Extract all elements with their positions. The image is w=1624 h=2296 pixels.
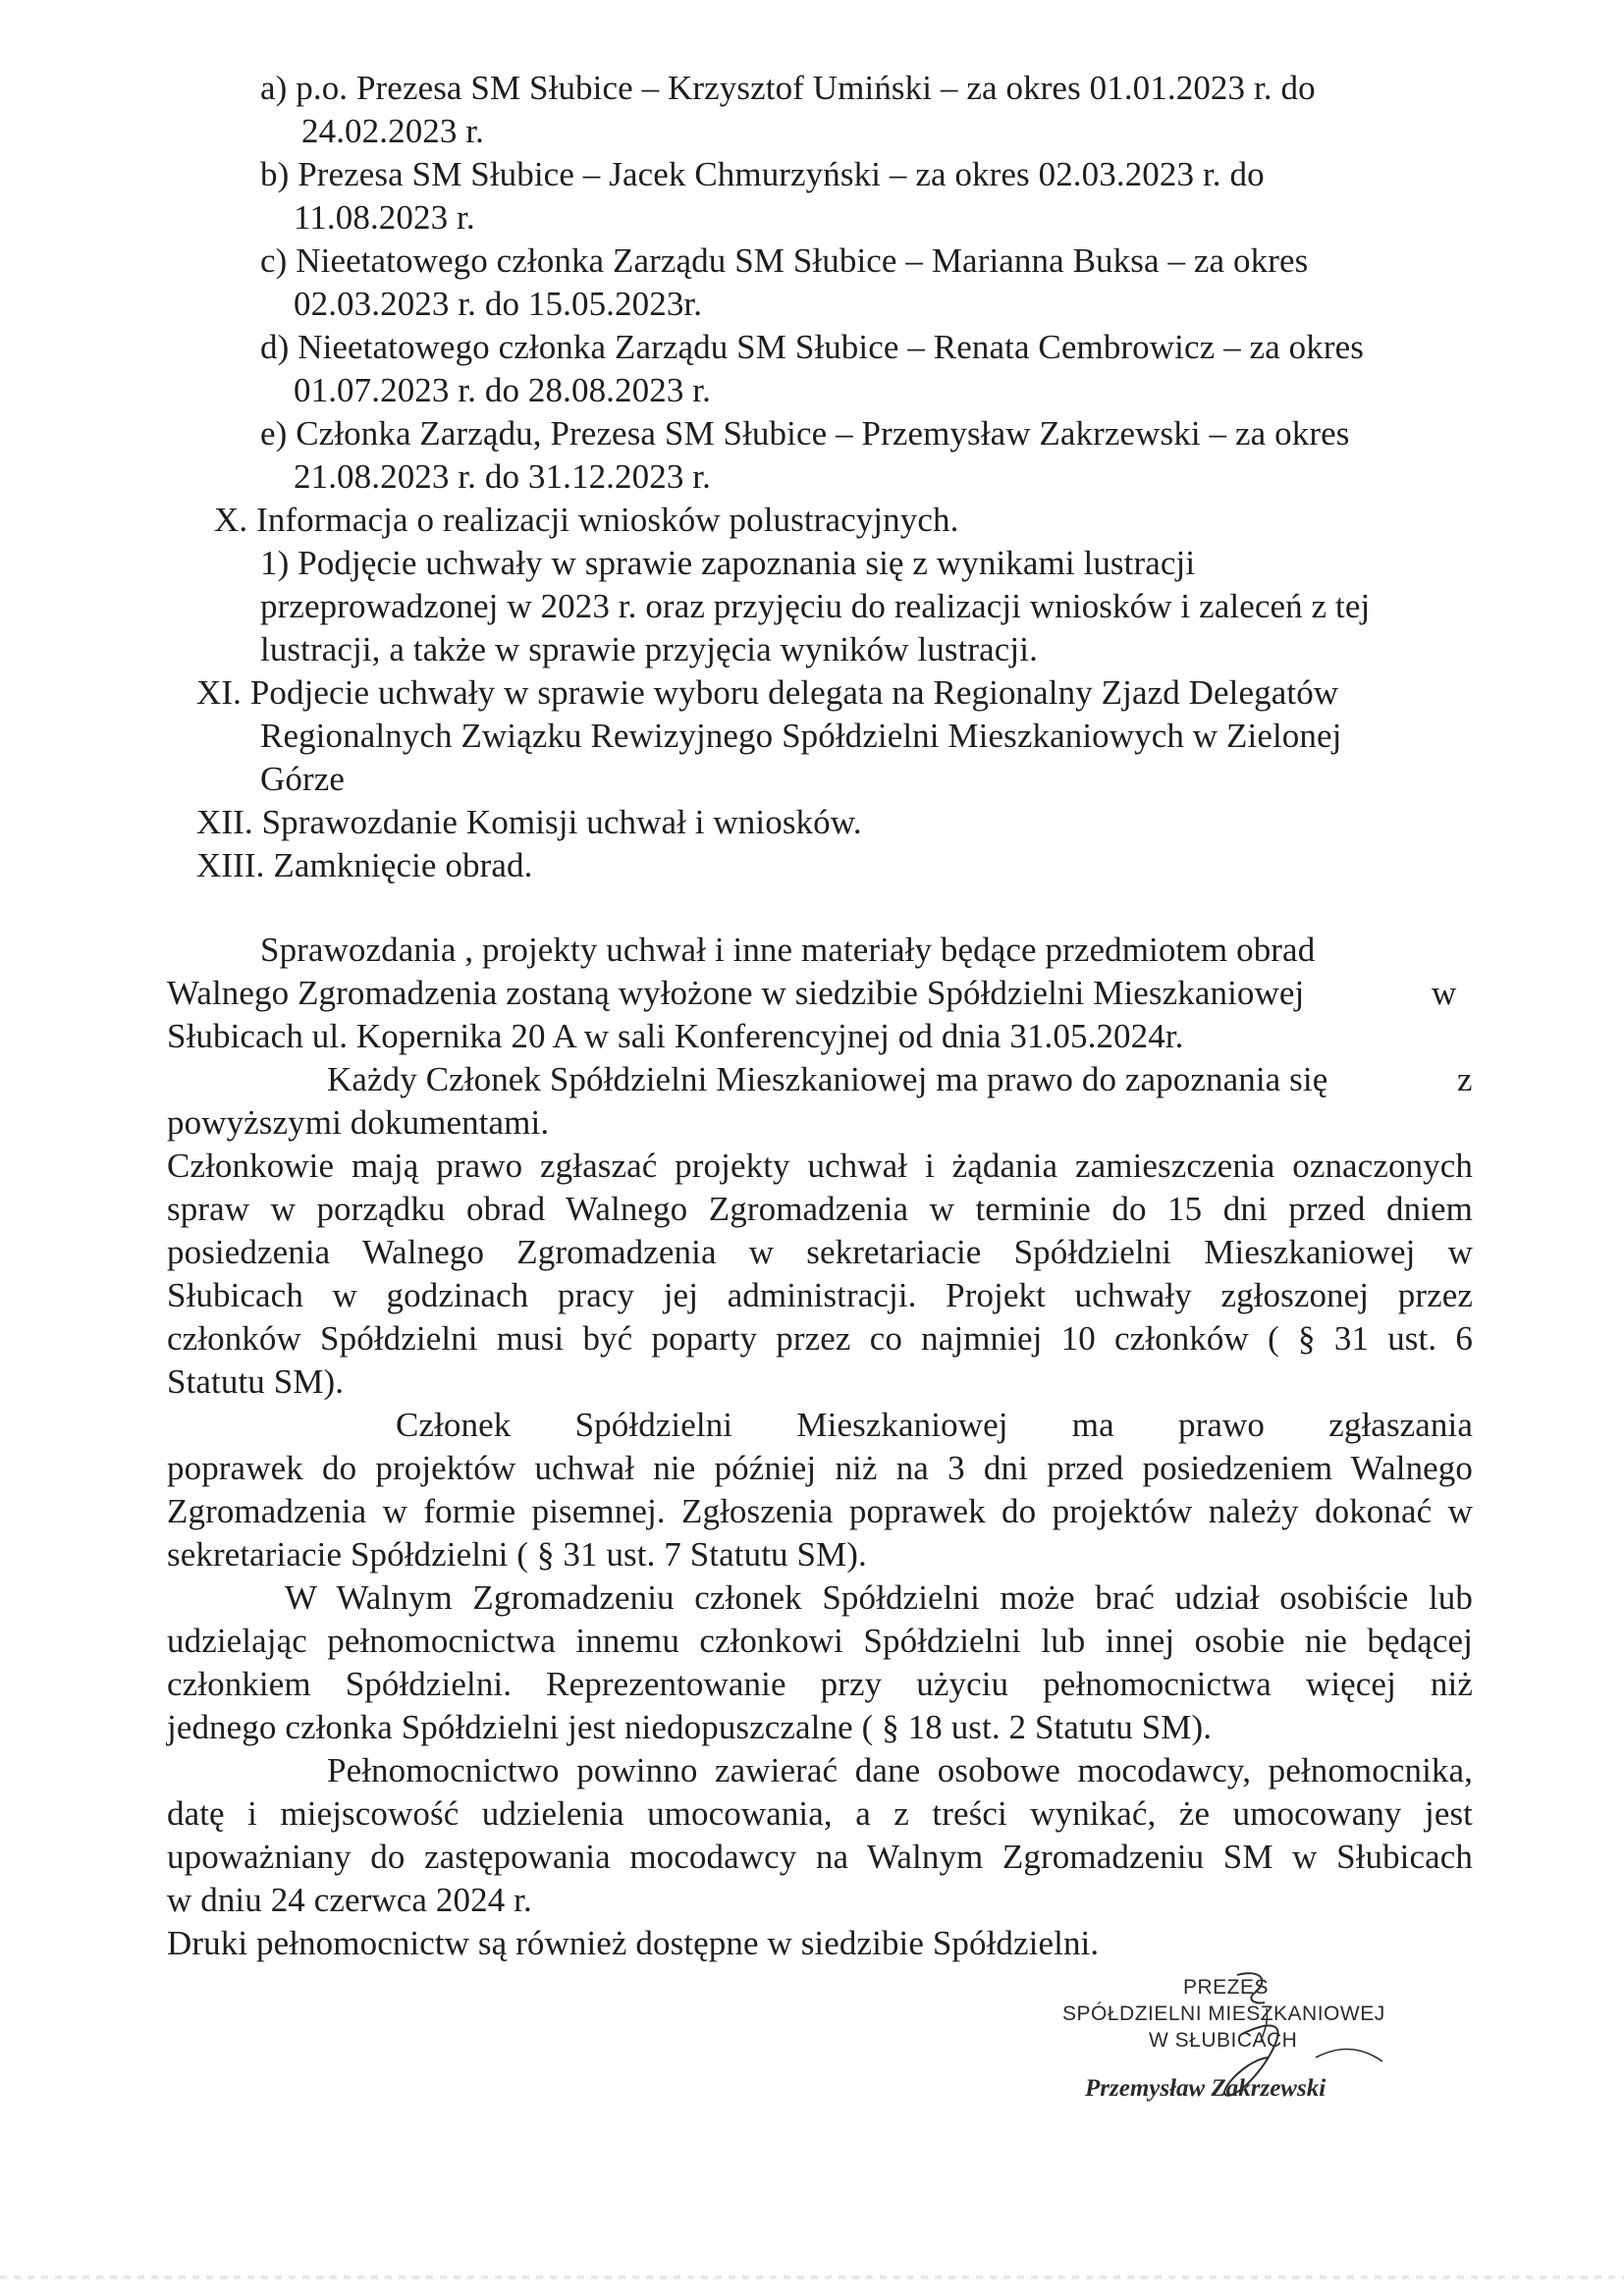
paragraph-6-line4: w dniu 24 czerwca 2024 r. [167, 1881, 532, 1919]
stamp-name: Przemysław Zakrzewski [1085, 2075, 1326, 2102]
signature-mark [1208, 1963, 1424, 2110]
paragraph-3-line4: Słubicach w godzinach pracy jej administracji. Projekt uchwały zgłoszonej przez [167, 1276, 1473, 1314]
list-item-c-line1: c) Nieetatowego członka Zarządu SM Słubice – Marianna Buksa – za okres [260, 241, 1309, 280]
paragraph-6-line3: upoważniany do zastępowania mocodawcy na Walnym Zgromadzeniu SM w Słubicach [167, 1838, 1473, 1876]
list-item-e-line1: e) Członka Zarządu, Prezesa SM Słubice – Przemysław Zakrzewski – za okres [260, 414, 1350, 453]
paragraph-4-line3: Zgromadzenia w formie pisemnej. Zgłoszenia poprawek do projektów należy dokonać w [167, 1492, 1473, 1530]
agenda-item-x: X. Informacja o realizacji wniosków polustracyjnych. [214, 501, 959, 539]
agenda-item-x-sub2: przeprowadzonej w 2023 r. oraz przyjęciu do realizacji wniosków i zaleceń z tej [260, 587, 1371, 625]
paragraph-4-line1: Członek Spółdzielni Mieszkaniowej ma prawo zgłaszania [396, 1406, 1473, 1444]
agenda-item-xi-line2: Regionalnych Związku Rewizyjnego Spółdzielni Mieszkaniowych w Zielonej [260, 717, 1342, 755]
agenda-item-x-sub3: lustracji, a także w sprawie przyjęcia wyników lustracji. [260, 630, 1038, 668]
agenda-item-xi: XI. Podjecie uchwały w sprawie wyboru delegata na Regionalny Zjazd Delegatów [196, 673, 1339, 712]
stamp-line-2: SPÓŁDZIELNI MIESZKANIOWEJ [1062, 2002, 1385, 2025]
agenda-item-xiii: XIII. Zamknięcie obrad. [196, 846, 533, 884]
paragraph-7: Druki pełnomocnictw są również dostępne w siedzibie Spółdzielni. [167, 1924, 1100, 1962]
paragraph-5-line1: W Walnym Zgromadzeniu członek Spółdzielni może brać udział osobiście lub [285, 1578, 1473, 1617]
paragraph-3-line1: Członkowie mają prawo zgłaszać projekty uchwał i żądania zamieszczenia oznaczonych [167, 1147, 1473, 1185]
agenda-item-xii: XII. Sprawozdanie Komisji uchwał i wniosków. [196, 803, 862, 841]
stamp-line-1: PREZES [1183, 1976, 1270, 1999]
paragraph-2-line2: powyższymi dokumentami. [167, 1103, 550, 1142]
paragraph-2-line1-end: z [1457, 1060, 1473, 1098]
paragraph-5-line4: jednego członka Spółdzielni jest niedopuszczalne ( § 18 ust. 2 Statutu SM). [167, 1708, 1213, 1746]
stamp-line-3: W SŁUBICACH [1149, 2029, 1298, 2052]
agenda-item-x-sub1: 1) Podjęcie uchwały w sprawie zapoznania się z wynikami lustracji [260, 544, 1196, 582]
list-item-b-line2: 11.08.2023 r. [294, 198, 475, 237]
list-item-a-line2: 24.02.2023 r. [301, 112, 485, 150]
paragraph-4-line2: poprawek do projektów uchwał nie później niż na 3 dni przed posiedzeniem Walnego [167, 1449, 1473, 1487]
paragraph-3-line6: Statutu SM). [167, 1362, 345, 1401]
page-bottom-edge [0, 2275, 1624, 2279]
list-item-d-line2: 01.07.2023 r. do 28.08.2023 r. [294, 371, 711, 409]
paragraph-3-line3: posiedzenia Walnego Zgromadzenia w sekretariacie Spółdzielni Mieszkaniowej w [167, 1233, 1473, 1271]
paragraph-1-line3: Słubicach ul. Kopernika 20 A w sali Konferencyjnej od dnia 31.05.2024r. [167, 1017, 1184, 1055]
list-item-d-line1: d) Nieetatowego członka Zarządu SM Słubice – Renata Cembrowicz – za okres [260, 328, 1364, 366]
list-item-a-line1: a) p.o. Prezesa SM Słubice – Krzysztof Umiński – za okres 01.01.2023 r. do [260, 69, 1316, 107]
agenda-item-xi-line3: Górze [260, 760, 346, 798]
list-item-e-line2: 21.08.2023 r. do 31.12.2023 r. [294, 457, 711, 496]
paragraph-1-line2-end: w [1432, 974, 1457, 1012]
paragraph-4-line4: sekretariacie Spółdzielni ( § 31 ust. 7 Statutu SM). [167, 1535, 867, 1574]
paragraph-3-line5: członków Spółdzielni musi być poparty przez co najmniej 10 członków ( § 31 ust. 6 [167, 1319, 1473, 1358]
list-item-c-line2: 02.03.2023 r. do 15.05.2023r. [294, 285, 703, 323]
list-item-b-line1: b) Prezesa SM Słubice – Jacek Chmurzyński – za okres 02.03.2023 r. do [260, 155, 1265, 193]
paragraph-5-line2: udzielając pełnomocnictwa innemu członkowi Spółdzielni lub innej osobie nie będącej [167, 1622, 1473, 1660]
paragraph-5-line3: członkiem Spółdzielni. Reprezentowanie przy użyciu pełnomocnictwa więcej niż [167, 1665, 1473, 1703]
paragraph-1-line1: Sprawozdania , projekty uchwał i inne materiały będące przedmiotem obrad [260, 931, 1316, 969]
paragraph-2-line1: Każdy Członek Spółdzielni Mieszkaniowej ma prawo do zapoznania się [327, 1060, 1328, 1098]
paragraph-3-line2: spraw w porządku obrad Walnego Zgromadzenia w terminie do 15 dni przed dniem [167, 1190, 1473, 1228]
paragraph-6-line2: datę i miejscowość udzielenia umocowania, a z treści wynikać, że umocowany jest [167, 1794, 1473, 1833]
paragraph-1-line2: Walnego Zgromadzenia zostaną wyłożone w siedzibie Spółdzielni Mieszkaniowej [167, 974, 1305, 1012]
paragraph-6-line1: Pełnomocnictwo powinno zawierać dane osobowe mocodawcy, pełnomocnika, [327, 1751, 1473, 1789]
